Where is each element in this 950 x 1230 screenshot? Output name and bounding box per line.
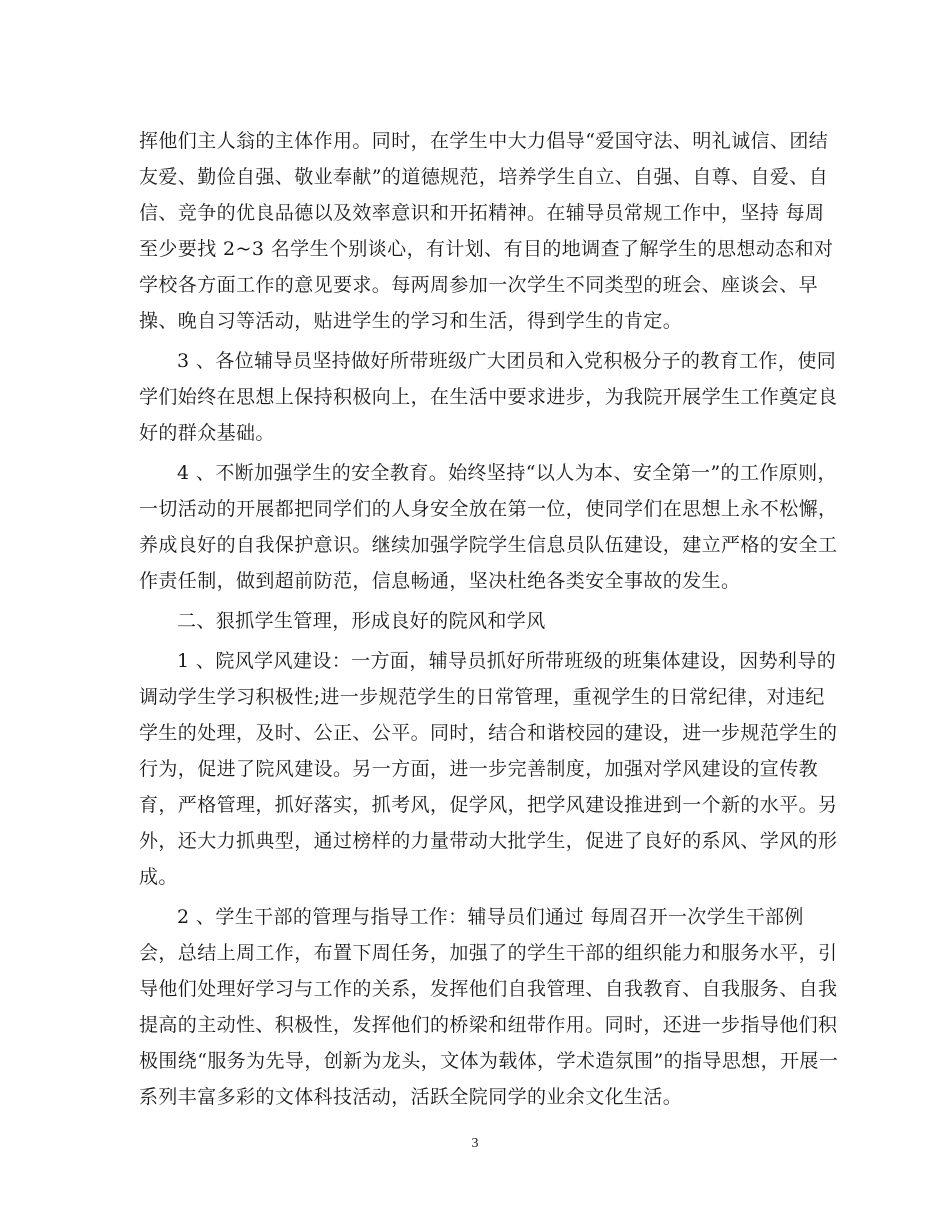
paragraph-start-line: 1 、院风学风建设：一方面，辅导员抓好所带班级的班集体建设，因势利导的 — [177, 650, 837, 672]
text-line: 养成良好的自我保护意识。继续加强学院学生信息员队伍建设，建立严格的安全工 — [139, 534, 838, 556]
text-line: 好的群众基础。 — [139, 422, 275, 444]
text-line: 作责任制，做到超前防范，信息畅通，坚决杜绝各类安全事故的发生。 — [139, 570, 741, 592]
page-number: 3 — [471, 1136, 479, 1151]
body-text — [139, 123, 839, 1115]
paragraph-start-line: 3 、各位辅导员坚持做好所带班级广大团员和入党积极分子的教育工作，使同 — [177, 350, 837, 372]
text-line: 提高的主动性、积极性，发挥他们的桥梁和纽带作用。同时，还进一步指导他们积 — [139, 1014, 838, 1036]
text-line: 操、晚自习等活动，贴进学生的学习和生活，得到学生的肯定。 — [139, 310, 683, 332]
text-line: 学校各方面工作的意见要求。每两周参加一次学生不同类型的班会、座谈会、早 — [139, 274, 819, 296]
paragraph-start-line: 2 、学生干部的管理与指导工作：辅导员们通过 每周召开一次学生干部例 — [177, 906, 804, 928]
text-line: 学们始终在思想上保持积极向上，在生活中要求进步，为我院开展学生工作奠定良 — [139, 386, 838, 408]
text-line: 极围绕“服务为先导，创新为龙头，文体为载体，学术造氛围”的指导思想，开展一 — [139, 1050, 839, 1072]
section-heading: 二、狠抓学生管理，形成良好的院风和学风 — [177, 610, 546, 632]
text-line: 会，总结上周工作，布置下周任务，加强了的学生干部的组织能力和服务水平，引 — [139, 942, 838, 964]
text-line: 导他们处理好学习与工作的关系，发挥他们自我管理、自我教育、自我服务、自我 — [139, 978, 838, 1000]
text-line: 信、竞争的优良品德以及效率意识和开拓精神。在辅导员常规工作中，坚持 每周 — [139, 202, 825, 224]
text-line: 挥他们主人翁的主体作用。同时，在学生中大力倡导“爱国守法、明礼诚信、团结 — [139, 130, 829, 152]
text-line: 调动学生学习积极性;进一步规范学生的日常管理，重视学生的日常纪律，对违纪 — [139, 686, 825, 708]
text-line: 至少要找 2~3 名学生个别谈心，有计划、有目的地调查了解学生的思想动态和对 — [139, 238, 834, 260]
paragraph-start-line: 4 、不断加强学生的安全教育。始终坚持“以人为本、安全第一”的工作原则， — [177, 462, 837, 484]
text-line: 友爱、勤俭自强、敬业奉献”的道德规范，培养学生自立、自强、自尊、自爱、自 — [139, 166, 829, 188]
text-line: 一切活动的开展都把同学们的人身安全放在第一位，使同学们在思想上永不松懈， — [139, 498, 838, 520]
text-line: 系列丰富多彩的文体科技活动，活跃全院同学的业余文化生活。 — [139, 1086, 683, 1108]
text-line: 外，还大力抓典型，通过榜样的力量带动大批学生，促进了良好的系风、学风的形 — [139, 830, 838, 852]
text-line: 行为，促进了院风建设。另一方面，进一步完善制度，加强对学风建设的宣传教 — [139, 758, 819, 780]
text-line: 学生的处理，及时、公正、公平。同时，结合和谐校园的建设，进一步规范学生的 — [139, 722, 838, 744]
text-line: 成。 — [139, 866, 178, 888]
text-line: 育，严格管理，抓好落实，抓考风，促学风，把学风建设推进到一个新的水平。另 — [139, 794, 838, 816]
